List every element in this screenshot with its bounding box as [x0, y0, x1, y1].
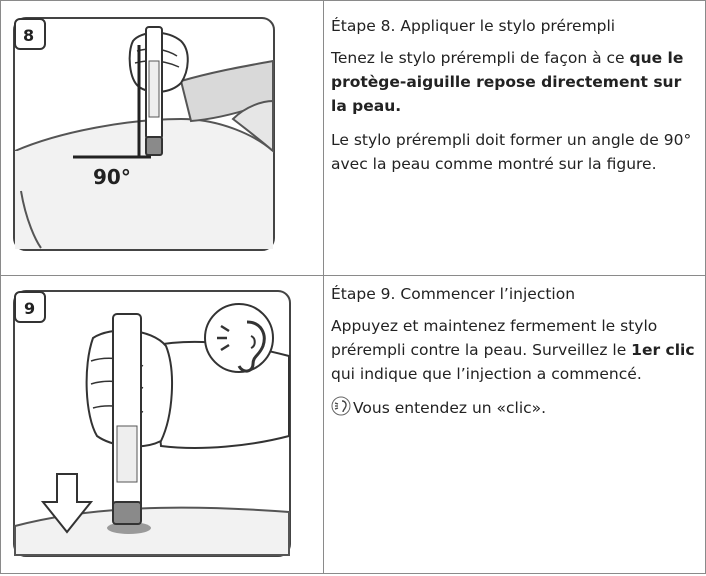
- step-number: 9: [24, 299, 36, 318]
- paragraph-text: Vous entendez un «clic».: [353, 399, 547, 417]
- ear-click-icon: [331, 396, 351, 416]
- step-9-illustration: [1, 276, 323, 572]
- angle-label: 90°: [93, 165, 131, 189]
- paragraph-text: qui indique que l’injection a commencé.: [331, 365, 642, 383]
- step-number: 8: [23, 26, 35, 45]
- column-divider: [323, 0, 324, 574]
- step-title: Étape 8. Appliquer le stylo prérempli: [331, 17, 616, 35]
- step-title: Étape 9. Commencer l’injection: [331, 285, 576, 303]
- paragraph-bold-text: que le protège-aiguille repose directement sur la peau.: [331, 49, 684, 115]
- step-paragraph: Le stylo prérempli doit former un angle de 90° avec la peau comme montré sur la figure.: [331, 131, 692, 173]
- step-8-text: [331, 14, 699, 186]
- paragraph-text: Appuyez et maintenez fermement le stylo prérempli contre la peau. Surveillez le: [331, 317, 658, 359]
- step-8-illustration: [1, 1, 323, 275]
- step-paragraph: [331, 396, 699, 420]
- ear-click-icon: [205, 304, 273, 372]
- step-9-text: [331, 282, 699, 430]
- step-paragraph: [331, 314, 699, 386]
- step-paragraph: [331, 46, 699, 118]
- paragraph-text: Tenez le stylo prérempli de façon à ce: [331, 49, 630, 67]
- paragraph-bold-text: 1er clic: [631, 341, 695, 359]
